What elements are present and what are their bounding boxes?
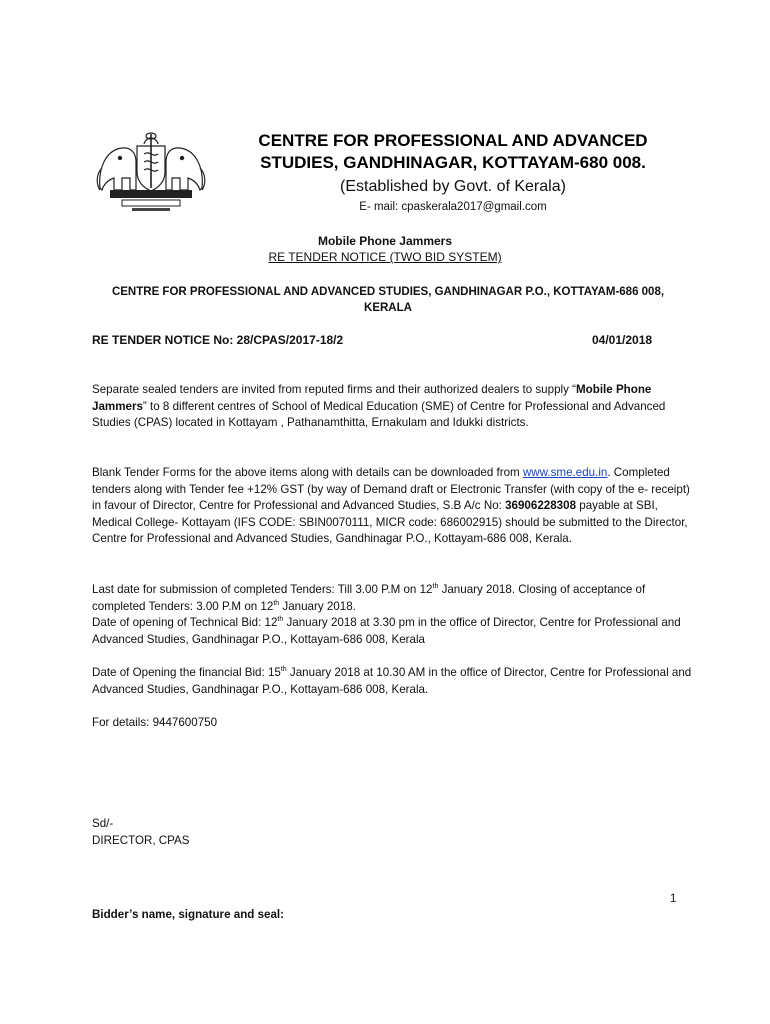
tender-form-text-cont: . Completed tenders along with Tender fee +12% GST (by way of Demand draft or Electronic Transfer (with copy of the e- receipt) in favour of Director, Centre for Professional and Advanced Studies, S.B A/c No:: [92, 466, 690, 513]
centre-address: [88, 284, 688, 316]
tender-form-text-end: payable at SBI, Medical College- Kottayam (IFS CODE: SBIN0070111, MICR code: 686002915) should be submitted to the Director, Centre for Professional and Advanced Studies, Gandhinagar P.O., Kottayam-686 008, Kerala.: [92, 499, 688, 546]
centre-address-line2: KERALA: [364, 302, 412, 314]
tender-item-name: Mobile Phone Jammers: [92, 383, 652, 413]
organization-name: [210, 130, 696, 174]
tender-form-paragraph: [92, 465, 692, 548]
tender-item-title: Mobile Phone Jammers: [317, 234, 453, 248]
ordinal-suffix: th: [432, 583, 439, 591]
technical-bid-text: Date of opening of Technical Bid: 12: [92, 616, 278, 630]
established-note: (Established by Govt. of Kerala): [340, 178, 566, 195]
ordinal-suffix: th: [280, 666, 287, 674]
account-number: 36906228308: [505, 499, 577, 513]
financial-bid-text: Date of Opening the financial Bid: 15: [92, 666, 281, 679]
notice-number: RE TENDER NOTICE No: 28/CPAS/2017-18/2: [92, 333, 344, 347]
kerala-state-emblem-icon: [92, 128, 210, 216]
dates-paragraph: [92, 582, 692, 648]
invitation-text: Separate sealed tenders are invited from reputed firms and their authorized dealers to supply: [92, 383, 569, 396]
notice-heading: RE TENDER NOTICE (TWO BID SYSTEM): [268, 250, 502, 264]
signatory-title: DIRECTOR, CPAS: [92, 834, 190, 847]
tender-form-text: Blank Tender Forms for the above items along with details can be downloaded from: [92, 466, 520, 479]
organization-name-line1: CENTRE FOR PROFESSIONAL AND ADVANCED: [258, 131, 648, 150]
signed-mark: Sd/-: [92, 817, 114, 830]
website-link[interactable]: www.sme.edu.in: [522, 466, 608, 479]
last-date-text: Last date for submission of completed Tenders: Till 3.00 P.M on 12: [92, 583, 433, 596]
financial-bid-text-cont: January 2018 at 10.30 AM in the office of Director, Centre for Professional and Advanced Studies, Gandhinagar P.O., Kottayam-686 008, Kerala.: [92, 666, 692, 696]
contact-details: For details: 9447600750: [92, 716, 218, 729]
ordinal-suffix: th: [273, 599, 280, 607]
closing-text: January 2018. Closing of acceptance of completed Tenders: 3.00 P.M on 12: [92, 583, 646, 613]
organization-name-line2: STUDIES, GANDHINAGAR, KOTTAYAM-680 008.: [260, 153, 646, 172]
bidder-signature-line: Bidder’s name, signature and seal:: [92, 908, 284, 921]
centre-address-line1: CENTRE FOR PROFESSIONAL AND ADVANCED STUDIES, GANDHINAGAR P.O., KOTTAYAM-686 008,: [111, 286, 665, 298]
financial-bid-paragraph: [92, 665, 692, 698]
quote-open: “: [572, 383, 577, 396]
closing-date-text: January 2018.: [279, 599, 356, 613]
technical-bid-text-cont: January 2018 at 3.30 pm in the office of Director, Centre for Professional and Advanced Studies, Gandhinagar P.O., Kottayam-686 008, Kerala: [92, 616, 681, 646]
ordinal-suffix: th: [277, 616, 284, 624]
signature-block: [92, 815, 190, 849]
notice-date: 04/01/2018: [592, 333, 653, 347]
invitation-text-cont: ” to 8 different centres of School of Medical Education (SME) of Centre for Professional and Advanced Studies (CPAS) located in Kottayam , Pathanamthitta, Ernakulam and Idukki districts.: [92, 399, 666, 430]
email-address: E- mail: cpaskerala2017@gmail.com: [359, 201, 547, 213]
invitation-paragraph: [92, 382, 692, 432]
page-number: 1: [670, 893, 677, 905]
